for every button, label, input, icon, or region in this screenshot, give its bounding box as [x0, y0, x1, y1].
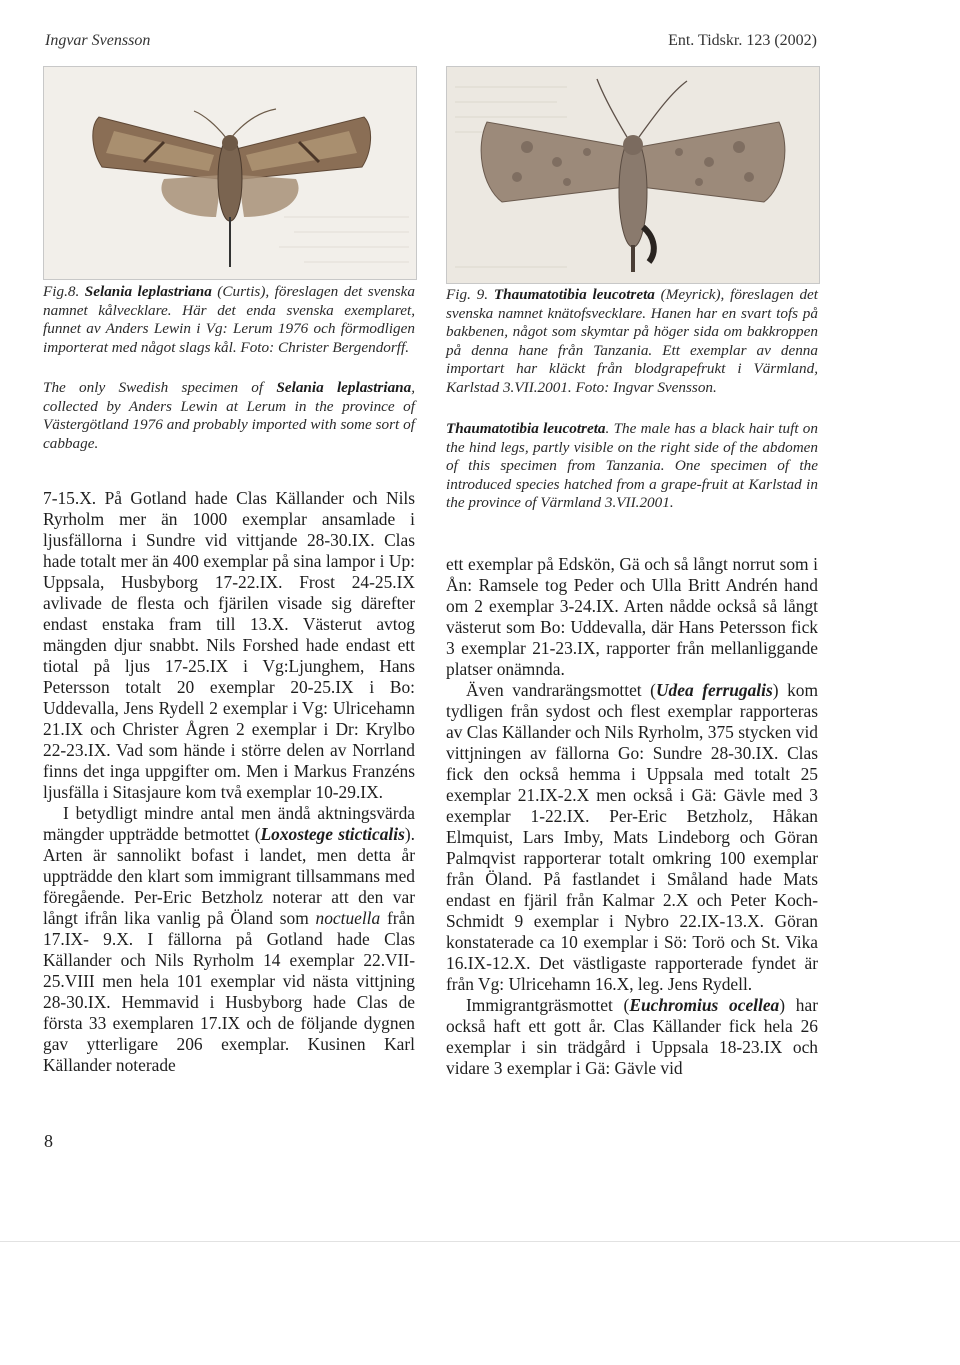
- figure-8-moth-photo: [43, 66, 417, 280]
- figure-8-en-species: Selania leplastriana: [276, 379, 412, 396]
- figure-8-caption-text: (Curtis), föreslagen det svenska namnet kålvecklare. Här det enda svenska exemplaret, funnet av Anders Lewin i Vg: Lerum 1976 och förmodligen importerat med något slags kål. Foto: Christer Bergendorff.: [43, 283, 416, 356]
- figure-8-species: Selania leplastriana: [84, 283, 212, 300]
- right-paragraph-1: ett exemplar på Edskön, Gä och så långt norrut som i Ån: Ramsele tog Peder och Ulla Britt Andrén hand om 2 exemplar 3-24.IX. Arten nådde också så långt västerut som Bo: Uddevalla, där Hans Petersson fick 3 exemplar 21-23.IX, rapporter från mellanliggande platser onämnda.: [446, 554, 818, 679]
- left-paragraph-2: I betydligt mindre antal men ändå aktningsvärda mängder uppträdde betmottet (Loxostege sticticalis). Arten är sannolikt bofast i landet, men detta år uppträdde den klart som immigrant tillsammans med föregående. Per-Eric Betzholz noterar att den var långt ifrån lika vanlig på Öland som noctuella från 17.IX- 9.X. I fällorna på Gotland hade Clas Källander och Nils Ryrholm 14 exemplar 22.VII-25.VIII men hela 101 exemplar vid nästa vittjning 28-30.IX. Hemmavid i Husbyborg hade Clas de första 33 exemplaren 17.IX och de följande dygnen gav ytterligare 206 exemplar. Kusinen Karl Källander noterade: [43, 803, 415, 1075]
- figure-9-label: Fig. 9.: [446, 286, 489, 303]
- figure-9-en-species: Thaumatotibia leucotreta: [446, 420, 606, 437]
- figure-9-caption-text: (Meyrick), föreslagen det svenska namnet knätofsvecklare. Hanen har en svart tofs på bakbenen, något som skymtar på höger sida om bakkroppen på denna hane från Tanzania. Ett exemplar av denna importart har kläckt från blodgrapefrukt i Värmland, Karlstad 3.VII.2001. Foto: Ingvar Svensson.: [446, 286, 818, 396]
- page-bottom-divider: [0, 1241, 960, 1242]
- right-paragraph-2: Även vandrarängsmottet (Udea ferrugalis) kom tydligen från sydost och flest exemplar rapporteras av Clas Källander och Nils Ryrholm, 375 stycken vid vittjningen av fällorna Go: Sundre 28-30.IX. Clas fick den också hemma i Uppsala med totalt 25 exemplar 21.IX-2.X men också i Gä: Gävle med 3 exemplar 1-22.IX. Per-Eric Betzholz, Håkan Elmquist, Lars Imby, Mats Lindeborg och Göran Palmqvist rapporterar totalt omkring 100 exemplar från Öland. På fastlandet i Småland hade Mats endast en fjäril från Kalmar 2.X och Peter Koch-Schmidt 9 exemplar i Nybro 22.IX-13.X. Göran konstaterade ca 10 exemplar i Sö: Torö och St. Vika 16.IX-12.X. Det västligaste rapporterade fyndet är från Vg: Ulricehamn 16.X, leg. Jens Rydell.: [446, 680, 819, 994]
- left-paragraph-1: 7-15.X. På Gotland hade Clas Källander och Nils Ryrholm mer än 1000 exemplar ansamlade i ljusfällorna i Sundre vid vittjande 28-30.IX. Clas hade totalt mer än 400 exemplar på sina lampor i Up: Uppsala, Husbyborg 17-22.IX. Frost 24-25.IX avlivade de flesta och fjärilen visade sig därefter endast enstaka fram till 13.X. Västerut avtog mängden djur snabbt. Nils Forshed hade endast ett tiotal på ljus 17-25.IX i Vg:Ljunghem, Hans Petersson totalt 20 exemplar 20-25.IX i Bo: Uddevalla, Jens Rydell 2 exemplar i Vg: Ulricehamn 21.IX och Christer Ågren 2 exemplar i Dr: Krylbo 22-23.IX. Vad som hände i större delen av Norrland finns det inga uppgifter om. Men i Markus Franzéns ljusfälla i Sitasjaure kom två exemplar 10-29.IX.: [43, 488, 415, 802]
- species-loxostege: Loxostege sticticalis: [260, 824, 405, 844]
- figure-8-label: Fig.8.: [43, 283, 80, 300]
- figure-9-caption-english: Thaumatotibia leucotreta. The male has a black hair tuft on the hind legs, partly visible on the right side of the abdomen of this specimen from Tanzania. One specimen of the introduced species hatched from a grape-fruit at Karlstad in the province of Värmland 3.VII.2001.: [446, 420, 818, 512]
- running-head-author: Ingvar Svensson: [45, 32, 151, 49]
- right-column-body: [446, 554, 818, 1079]
- figure-9-species: Thaumatotibia leucotreta: [493, 286, 655, 303]
- figure-8-caption-swedish: [43, 283, 415, 357]
- running-head-journal: Ent. Tidskr. 123 (2002): [668, 32, 817, 49]
- species-euchromius: Euchromius ocellea: [629, 995, 780, 1015]
- species-udea: Udea ferrugalis: [655, 680, 773, 700]
- figure-9-moth-photo: [446, 66, 820, 284]
- right-paragraph-3: Immigrantgräsmottet (Euchromius ocellea) har också haft ett gott år. Clas Källander fick hela 26 exemplar i sin trädgård i Uppsala 18-23.IX och vidare 3 exemplar i Gä: Gävle vid: [446, 995, 818, 1078]
- left-column-body: [43, 488, 415, 1076]
- figure-8-caption-english: The only Swedish specimen of Selania leplastriana, collected by Anders Lewin at Lerum in the province of Västergötland 1976 and probably imported with some sort of cabbage.: [43, 379, 415, 452]
- page-number: 8: [44, 1131, 53, 1151]
- figure-9-caption-swedish: [446, 286, 818, 398]
